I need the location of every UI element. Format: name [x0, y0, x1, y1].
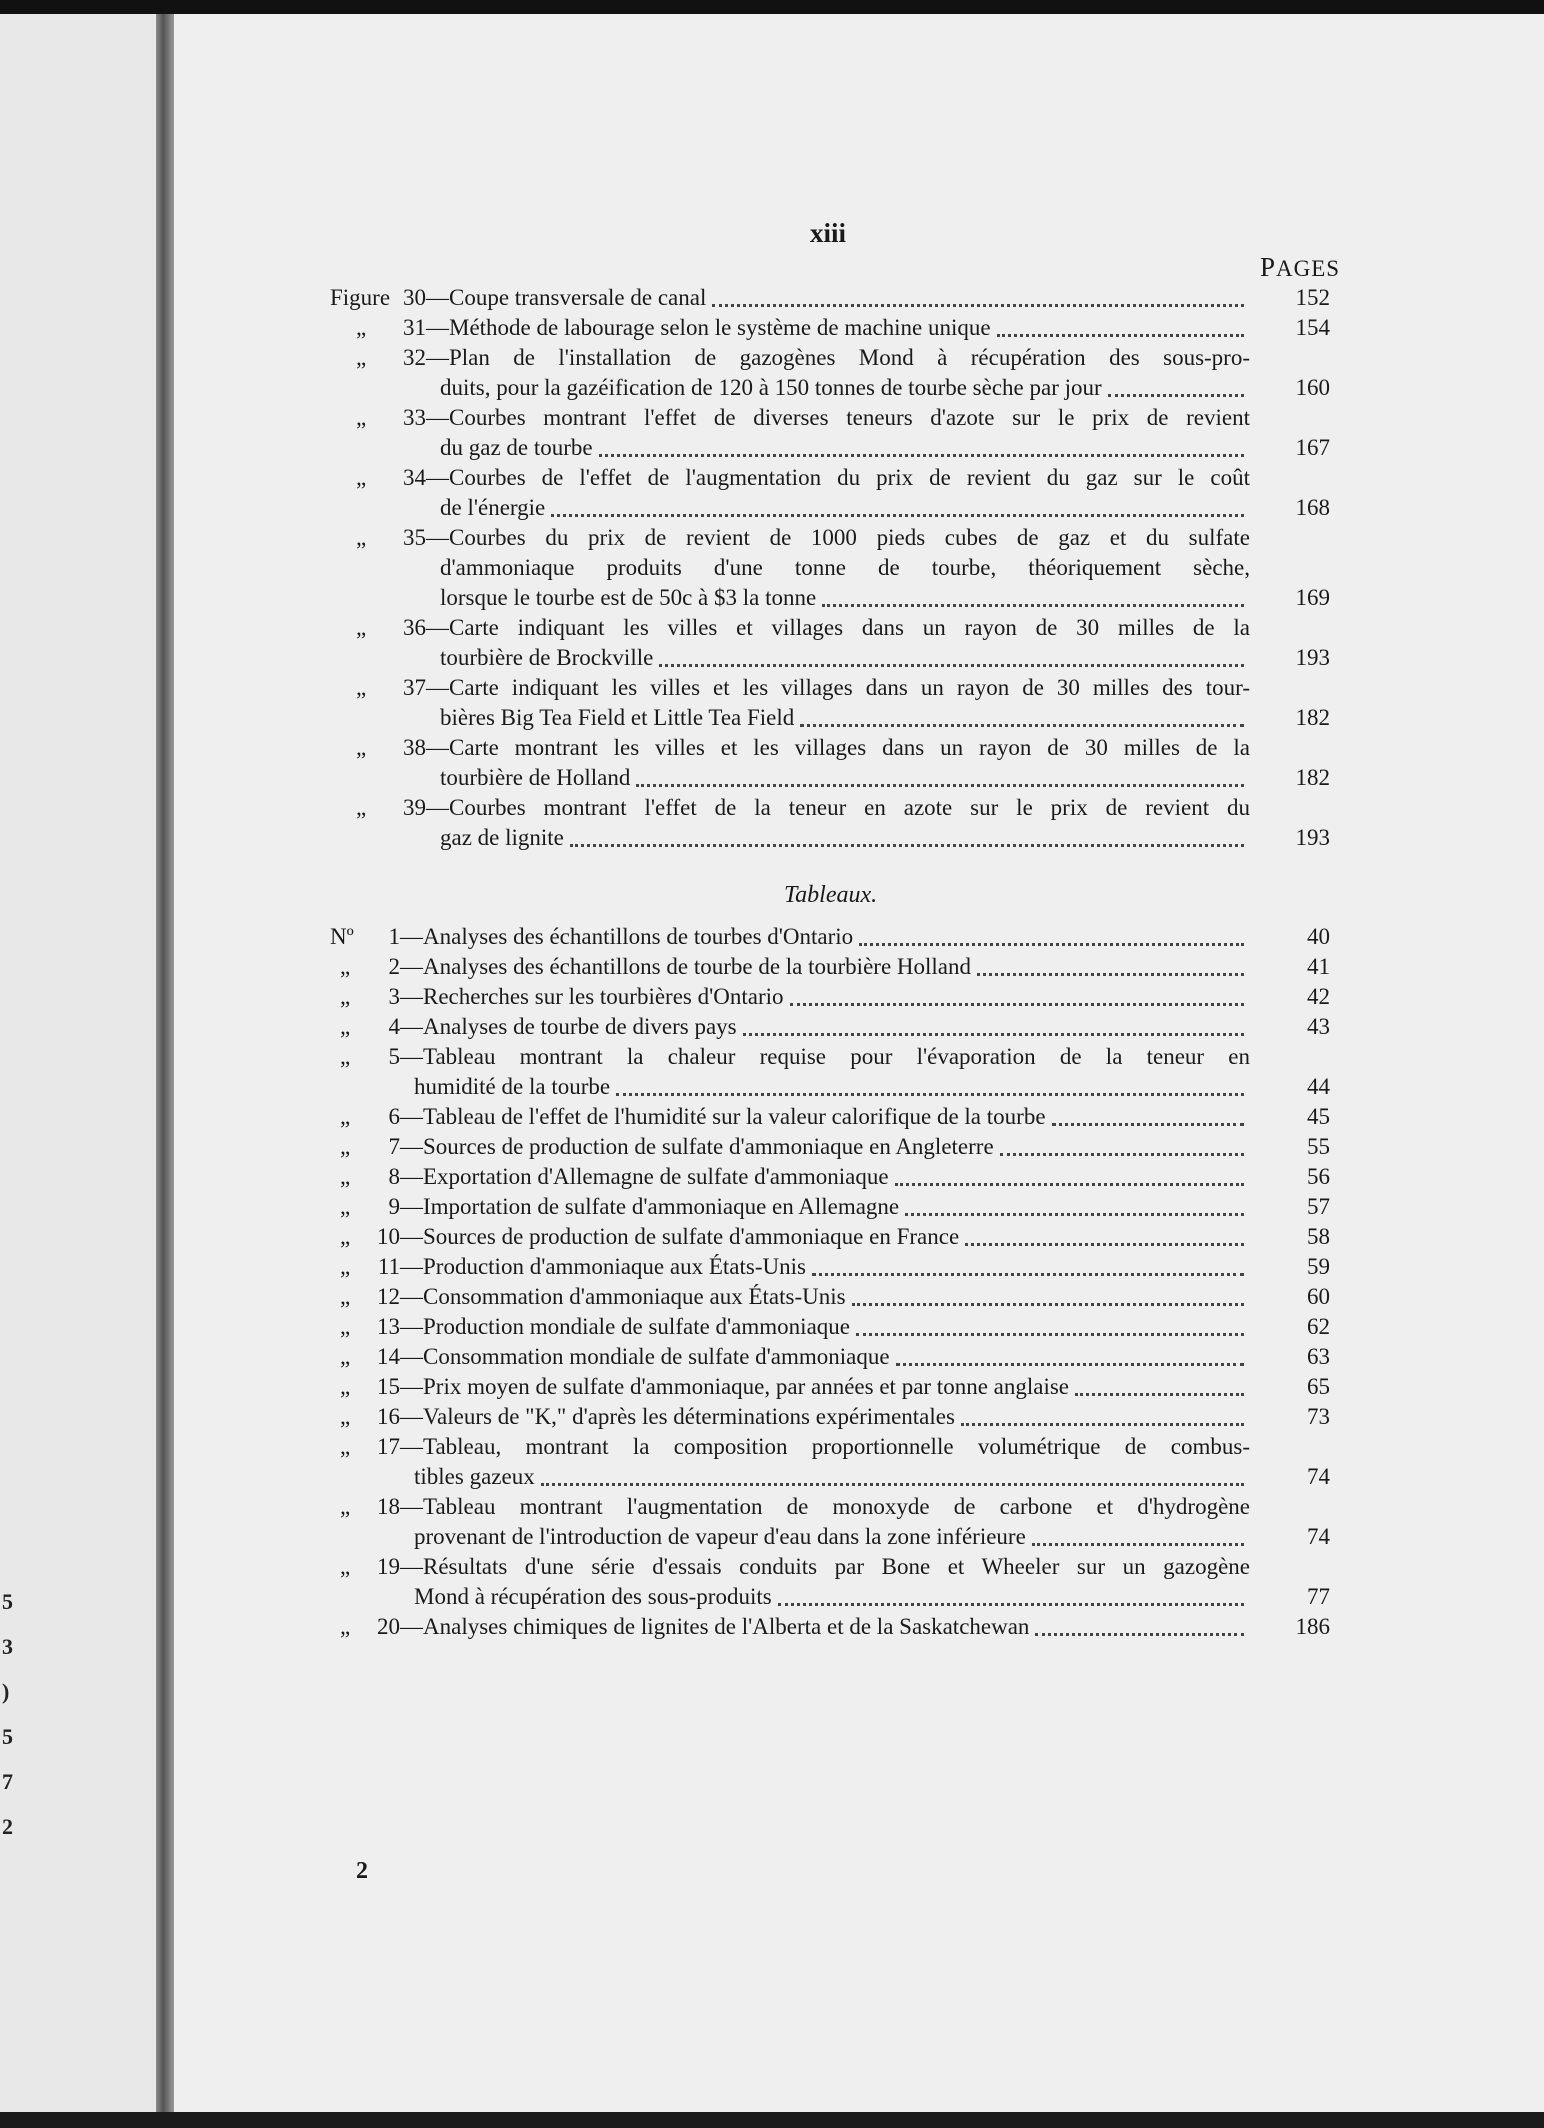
facing-page-edge: [0, 14, 156, 2112]
entry-line: lorsque le tourbe est de 50c à $3 la tonne: [440, 585, 817, 610]
entry-text: [426, 793, 1250, 853]
table-entry: [330, 1042, 1330, 1102]
entry-last-line: [400, 1072, 1250, 1102]
entry-text: [400, 1402, 1250, 1432]
ditto-mark: „: [340, 984, 351, 1009]
entry-text: [400, 1312, 1250, 1342]
list-label: Nº: [330, 924, 354, 949]
book-spine: [156, 14, 174, 2112]
scan-bottom-border: [0, 2112, 1544, 2128]
entry-last-line: [426, 373, 1250, 403]
entry-line: —Tableau montrant la chaleur requise pour l'évaporation de la teneur en: [400, 1044, 1250, 1069]
page-number: 57: [1307, 1194, 1330, 1219]
entry-line: —Recherches sur les tourbières d'Ontario: [400, 984, 784, 1009]
entry-last-line: [400, 1132, 1250, 1162]
ditto-mark: „: [356, 405, 367, 430]
table-entry: [330, 1612, 1330, 1642]
table-entry: [330, 1312, 1330, 1342]
page-number: 58: [1307, 1224, 1330, 1249]
entry-number: 33: [403, 405, 426, 430]
entry-text: [426, 673, 1250, 733]
dot-leader: [1075, 1392, 1244, 1396]
page-number: 152: [1295, 285, 1330, 310]
entry-line: tibles gazeux: [414, 1464, 535, 1489]
entry-number: 20: [377, 1614, 400, 1639]
entry-text: [400, 1012, 1250, 1042]
entry-text: [400, 1162, 1250, 1192]
dot-leader: [800, 723, 1244, 727]
entry-text: [400, 1102, 1250, 1132]
ditto-mark: „: [356, 315, 367, 340]
page-number: 168: [1295, 495, 1330, 520]
dot-leader: [599, 453, 1244, 457]
dot-leader: [856, 1332, 1244, 1336]
entry-text: [400, 1552, 1250, 1612]
table-entry: [330, 1222, 1330, 1252]
table-entry: [330, 1012, 1330, 1042]
entry-number: 3: [388, 984, 400, 1009]
entry-line: —Production d'ammoniaque aux États-Unis: [400, 1254, 806, 1279]
entry-last-line: [400, 1012, 1250, 1042]
entry-number: 35: [403, 525, 426, 550]
dot-leader: [997, 333, 1244, 337]
ditto-mark: „: [340, 1164, 351, 1189]
ditto-mark: „: [340, 954, 351, 979]
entry-line: —Tableau, montrant la composition proportionnelle volumétrique de combus-: [400, 1434, 1250, 1459]
entry-last-line: [426, 763, 1250, 793]
entry-last-line: [400, 1192, 1250, 1222]
ditto-mark: „: [356, 615, 367, 640]
entry-number: 39: [403, 795, 426, 820]
entry-line: —Tableau montrant l'augmentation de monoxyde de carbone et d'hydrogène: [400, 1494, 1250, 1519]
entry-last-line: [400, 1312, 1250, 1342]
entry-line: —Production mondiale de sulfate d'ammoniaque: [400, 1314, 850, 1339]
entry-text: [426, 403, 1250, 463]
entry-line: d'ammoniaque produits d'une tonne de tourbe, théoriquement sèche,: [440, 555, 1250, 580]
ditto-mark: „: [356, 675, 367, 700]
entry-line: provenant de l'introduction de vapeur d'eau dans la zone inférieure: [414, 1524, 1026, 1549]
entry-text: [426, 463, 1250, 523]
entry-number: 15: [377, 1374, 400, 1399]
edge-digit: 7: [2, 1769, 13, 1794]
entry-last-line: [400, 1162, 1250, 1192]
entry-number: 32: [403, 345, 426, 370]
dot-leader: [961, 1422, 1244, 1426]
ditto-mark: „: [340, 1314, 351, 1339]
entry-last-line: [426, 643, 1250, 673]
entry-line: —Sources de production de sulfate d'ammoniaque en France: [400, 1224, 960, 1249]
entry-line: Mond à récupération des sous-produits: [414, 1584, 772, 1609]
dot-leader: [541, 1482, 1244, 1486]
entry-line: —Prix moyen de sulfate d'ammoniaque, par années et par tonne anglaise: [400, 1374, 1070, 1399]
dot-leader: [1035, 1632, 1244, 1636]
entry-line: —Sources de production de sulfate d'ammoniaque en Angleterre: [400, 1134, 994, 1159]
entry-last-line: [400, 1282, 1250, 1312]
entry-line: —Analyses des échantillons de tourbes d'Ontario: [400, 924, 854, 949]
entry-line: humidité de la tourbe: [414, 1074, 611, 1099]
entry-number: 13: [377, 1314, 400, 1339]
table-entry: [330, 1132, 1330, 1162]
entry-line: bières Big Tea Field et Little Tea Field: [440, 705, 795, 730]
page-number: 182: [1295, 705, 1330, 730]
entry-last-line: [426, 703, 1250, 733]
page-folio: xiii: [810, 218, 847, 248]
entry-number: 11: [377, 1254, 400, 1279]
ditto-mark: „: [340, 1134, 351, 1159]
entry-text: [400, 1222, 1250, 1252]
entry-line: —Analyses chimiques de lignites de l'Alberta et de la Saskatchewan: [400, 1614, 1030, 1639]
entry-text: [426, 313, 1250, 343]
entry-line: duits, pour la gazéification de 120 à 150 tonnes de tourbe sèche par jour: [440, 375, 1102, 400]
entry-number: 8: [388, 1164, 400, 1189]
tables-list: [330, 922, 1330, 1642]
page-number: 73: [1307, 1404, 1330, 1429]
entry-last-line: [426, 583, 1250, 613]
entry-number: 17: [377, 1434, 400, 1459]
entry-last-line: [400, 1222, 1250, 1252]
ditto-mark: „: [340, 1374, 351, 1399]
ditto-mark: „: [340, 1614, 351, 1639]
figure-entry: [330, 613, 1330, 673]
entry-line: —Méthode de labourage selon le système de machine unique: [426, 315, 991, 340]
page-number: 186: [1295, 1614, 1330, 1639]
ditto-mark: „: [340, 1224, 351, 1249]
entry-number: 36: [403, 615, 426, 640]
entry-text: [426, 523, 1250, 613]
entry-last-line: [400, 982, 1250, 1012]
dot-leader: [852, 1302, 1244, 1306]
edge-digit: 5: [2, 1589, 13, 1614]
page-number: 74: [1307, 1524, 1330, 1549]
ditto-mark: „: [356, 525, 367, 550]
entry-line: tourbière de Holland: [440, 765, 631, 790]
entry-number: 5: [388, 1044, 400, 1069]
dot-leader: [712, 303, 1244, 307]
entry-last-line: [400, 1582, 1250, 1612]
entry-line: —Importation de sulfate d'ammoniaque en Allemagne: [400, 1194, 900, 1219]
page-number: 44: [1307, 1074, 1330, 1099]
entry-text: [426, 733, 1250, 793]
entry-text: [400, 982, 1250, 1012]
dot-leader: [570, 843, 1244, 847]
table-entry: [330, 1492, 1330, 1552]
entry-line: —Carte montrant les villes et les villages dans un rayon de 30 milles de la: [426, 735, 1250, 760]
dot-leader: [905, 1212, 1244, 1216]
entry-number: 9: [388, 1194, 400, 1219]
ditto-mark: „: [340, 1254, 351, 1279]
entry-line: —Courbes de l'effet de l'augmentation du prix de revient du gaz sur le coût: [426, 465, 1250, 490]
entry-line: du gaz de tourbe: [440, 435, 593, 460]
entry-line: —Analyses de tourbe de divers pays: [400, 1014, 737, 1039]
figure-entry: [330, 673, 1330, 733]
entry-line: —Carte indiquant les villes et villages dans un rayon de 30 milles de la: [426, 615, 1250, 640]
table-entry: [330, 1342, 1330, 1372]
entry-number: 2: [388, 954, 400, 979]
page-number: 42: [1307, 984, 1330, 1009]
figure-entry: [330, 343, 1330, 403]
entry-text: [400, 1132, 1250, 1162]
entry-line: —Résultats d'une série d'essais conduits par Bone et Wheeler sur un gazogène: [400, 1554, 1250, 1579]
ditto-mark: „: [356, 465, 367, 490]
signature-number: 2: [356, 1858, 368, 1884]
page-number: 41: [1307, 954, 1330, 979]
entry-text: [400, 1252, 1250, 1282]
entry-number: 18: [377, 1494, 400, 1519]
page-number: 182: [1295, 765, 1330, 790]
entry-line: —Courbes montrant l'effet de la teneur en azote sur le prix de revient du: [426, 795, 1250, 820]
entry-last-line: [426, 493, 1250, 523]
page-number: 45: [1307, 1104, 1330, 1129]
entry-line: —Courbes du prix de revient de 1000 pieds cubes de gaz et du sulfate: [426, 525, 1250, 550]
entry-last-line: [400, 1252, 1250, 1282]
ditto-mark: „: [340, 1434, 351, 1459]
table-entry: [330, 1282, 1330, 1312]
entry-number: 38: [403, 735, 426, 760]
entry-last-line: [400, 1372, 1250, 1402]
dot-leader: [812, 1272, 1244, 1276]
page-number: 77: [1307, 1584, 1330, 1609]
entry-text: [400, 1342, 1250, 1372]
entry-line: de l'énergie: [440, 495, 546, 520]
entry-number: 16: [377, 1404, 400, 1429]
ditto-mark: „: [356, 735, 367, 760]
ditto-mark: „: [340, 1404, 351, 1429]
dot-leader: [1108, 393, 1244, 397]
page-number: 56: [1307, 1164, 1330, 1189]
figures-list: [330, 283, 1330, 853]
edge-digit: 2: [2, 1814, 13, 1839]
edge-digit: 5: [2, 1724, 13, 1749]
entry-line: gaz de lignite: [440, 825, 564, 850]
page-number: 63: [1307, 1344, 1330, 1369]
entry-line: —Tableau de l'effet de l'humidité sur la valeur calorifique de la tourbe: [400, 1104, 1046, 1129]
table-entry: [330, 1372, 1330, 1402]
ditto-mark: „: [356, 345, 367, 370]
entry-number: 4: [388, 1014, 400, 1039]
ditto-mark: „: [340, 1044, 351, 1069]
entry-number: 31: [403, 315, 426, 340]
ditto-mark: „: [340, 1194, 351, 1219]
dot-leader: [965, 1242, 1244, 1246]
figure-entry: [330, 283, 1330, 313]
entry-last-line: [400, 1612, 1250, 1642]
edge-digit: ): [2, 1679, 10, 1704]
dot-leader: [895, 1182, 1244, 1186]
entry-line: —Consommation mondiale de sulfate d'ammoniaque: [400, 1344, 890, 1369]
entry-number: 12: [377, 1284, 400, 1309]
page-number: 43: [1307, 1014, 1330, 1039]
page-number: 169: [1295, 585, 1330, 610]
dot-leader: [659, 663, 1244, 667]
entry-text: [400, 1282, 1250, 1312]
ditto-mark: „: [340, 1554, 351, 1579]
entry-last-line: [400, 1102, 1250, 1132]
entry-text: [400, 1432, 1250, 1492]
dot-leader: [1000, 1152, 1244, 1156]
page-number: 193: [1295, 645, 1330, 670]
table-entry: [330, 1192, 1330, 1222]
ditto-mark: „: [340, 1344, 351, 1369]
entry-number: 34: [403, 465, 426, 490]
dot-leader: [822, 603, 1244, 607]
entry-text: [400, 1192, 1250, 1222]
entry-number: 14: [377, 1344, 400, 1369]
entry-line: —Coupe transversale de canal: [426, 285, 707, 310]
entry-last-line: [400, 1342, 1250, 1372]
entry-number: 30: [403, 285, 426, 310]
dot-leader: [616, 1092, 1244, 1096]
entry-line: —Consommation d'ammoniaque aux États-Unis: [400, 1284, 846, 1309]
entry-last-line: [400, 922, 1250, 952]
entry-last-line: [426, 283, 1250, 313]
figure-entry: [330, 523, 1330, 613]
entry-last-line: [400, 1522, 1250, 1552]
table-entry: [330, 1432, 1330, 1492]
entry-number: 7: [388, 1134, 400, 1159]
page-number: 74: [1307, 1464, 1330, 1489]
dot-leader: [1032, 1542, 1244, 1546]
table-entry: [330, 1552, 1330, 1612]
page-number: 59: [1307, 1254, 1330, 1279]
entry-number: 37: [403, 675, 426, 700]
figure-entry: [330, 733, 1330, 793]
entry-last-line: [426, 433, 1250, 463]
page-number: 167: [1295, 435, 1330, 460]
edge-digit: 3: [2, 1634, 13, 1659]
dot-leader: [859, 942, 1244, 946]
entry-text: [426, 283, 1250, 313]
table-entry: [330, 952, 1330, 982]
entry-text: [400, 1042, 1250, 1102]
page-number: 60: [1307, 1284, 1330, 1309]
page-number: 65: [1307, 1374, 1330, 1399]
dot-leader: [896, 1362, 1244, 1366]
table-entry: [330, 1252, 1330, 1282]
tables-section-title: Tableaux.: [784, 882, 878, 908]
entry-line: —Courbes montrant l'effet de diverses teneurs d'azote sur le prix de revient: [426, 405, 1250, 430]
dot-leader: [778, 1602, 1244, 1606]
entry-line: —Plan de l'installation de gazogènes Mond à récupération des sous-pro-: [426, 345, 1250, 370]
table-entry: [330, 1102, 1330, 1132]
entry-last-line: [400, 1402, 1250, 1432]
figure-entry: [330, 403, 1330, 463]
entry-number: 19: [377, 1554, 400, 1579]
ditto-mark: „: [340, 1014, 351, 1039]
entry-number: 10: [377, 1224, 400, 1249]
table-entry: [330, 1402, 1330, 1432]
pages-header-rest: AGES: [1276, 256, 1341, 281]
dot-leader: [551, 513, 1244, 517]
entry-text: [400, 1612, 1250, 1642]
entry-line: —Exportation d'Allemagne de sulfate d'ammoniaque: [400, 1164, 889, 1189]
entry-line: —Valeurs de "K," d'après les déterminations expérimentales: [400, 1404, 955, 1429]
entry-text: [400, 1492, 1250, 1552]
dot-leader: [977, 972, 1244, 976]
entry-number: 1: [388, 924, 400, 949]
pages-header-initial: P: [1260, 252, 1277, 282]
entry-last-line: [400, 952, 1250, 982]
entry-last-line: [426, 313, 1250, 343]
page-number: 160: [1295, 375, 1330, 400]
ditto-mark: „: [340, 1284, 351, 1309]
dot-leader: [1052, 1122, 1244, 1126]
dot-leader: [743, 1032, 1244, 1036]
page-number: 154: [1295, 315, 1330, 340]
table-entry: [330, 982, 1330, 1012]
table-entry: [330, 922, 1330, 952]
page-number: 55: [1307, 1134, 1330, 1159]
entry-text: [426, 343, 1250, 403]
figure-entry: [330, 793, 1330, 853]
entry-text: [400, 1372, 1250, 1402]
entry-text: [400, 922, 1250, 952]
dot-leader: [790, 1002, 1244, 1006]
entry-text: [426, 613, 1250, 673]
list-label: Figure: [330, 285, 391, 310]
scan-top-border: [0, 0, 1544, 14]
pages-column-header: [1260, 252, 1340, 283]
figure-entry: [330, 463, 1330, 523]
entry-line: —Analyses des échantillons de tourbe de la tourbière Holland: [400, 954, 972, 979]
entry-number: 6: [388, 1104, 400, 1129]
ditto-mark: „: [340, 1104, 351, 1129]
facing-page-digits: [2, 1579, 13, 1849]
entry-line: tourbière de Brockville: [440, 645, 654, 670]
ditto-mark: „: [356, 795, 367, 820]
entry-text: [400, 952, 1250, 982]
entry-line: —Carte indiquant les villes et les villages dans un rayon de 30 milles des tour-: [426, 675, 1250, 700]
entry-last-line: [400, 1462, 1250, 1492]
page-number: 40: [1307, 924, 1330, 949]
page-number: 193: [1295, 825, 1330, 850]
figure-entry: [330, 313, 1330, 343]
table-entry: [330, 1162, 1330, 1192]
ditto-mark: „: [340, 1494, 351, 1519]
entry-last-line: [426, 823, 1250, 853]
dot-leader: [636, 783, 1244, 787]
page-number: 62: [1307, 1314, 1330, 1339]
